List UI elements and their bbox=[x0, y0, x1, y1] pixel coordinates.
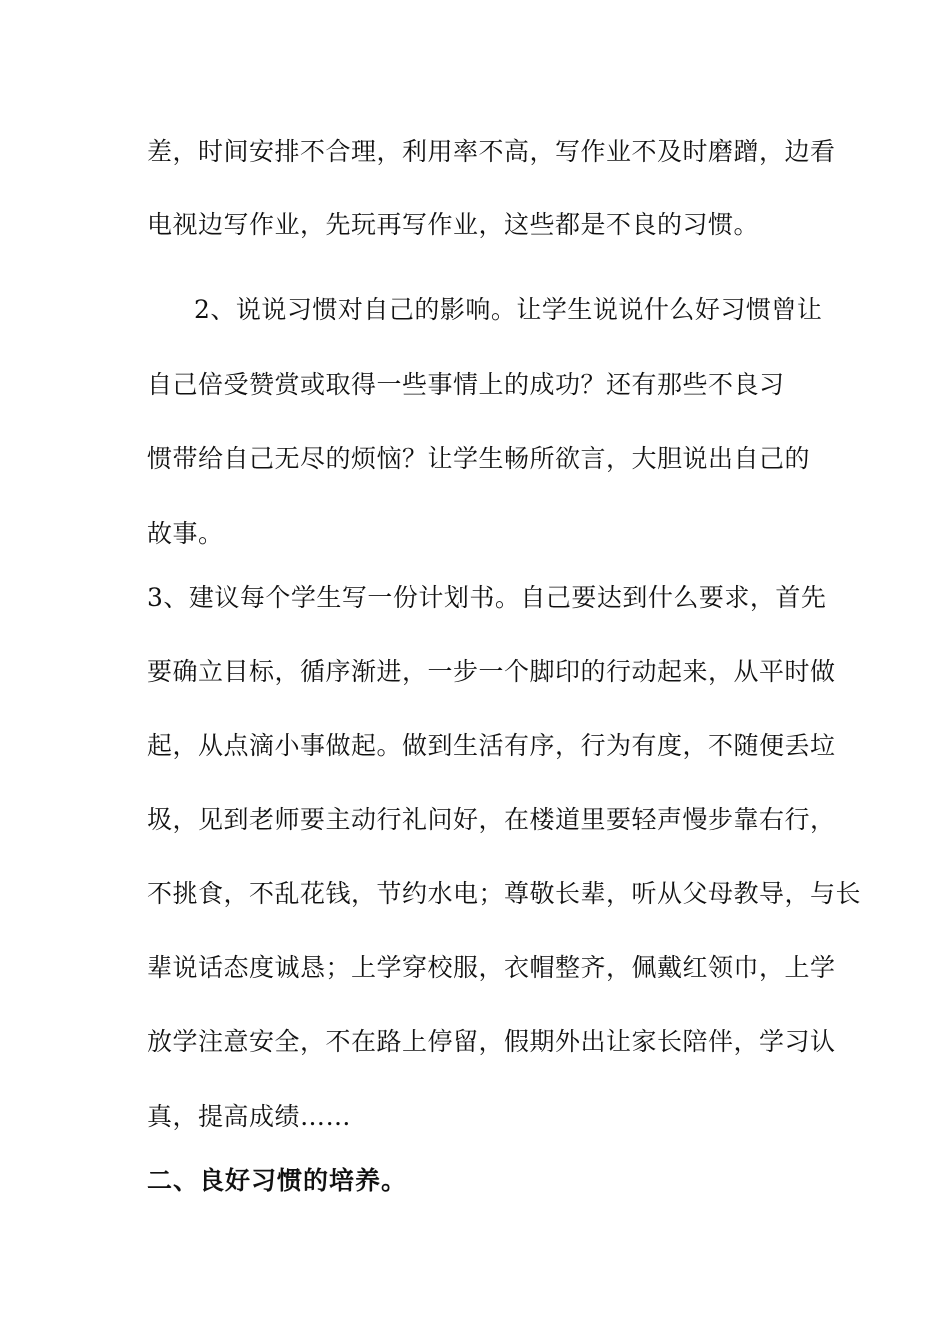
paragraph-line: 真，提高成绩…… bbox=[147, 1102, 352, 1131]
section-heading: 二、良好习惯的培养。 bbox=[147, 1166, 408, 1195]
paragraph-line: 2、说说习惯对自己的影响。让学生说说什么好习惯曾让 bbox=[194, 295, 823, 324]
paragraph-line: 圾，见到老师要主动行礼问好，在楼道里要轻声慢步靠右行， bbox=[147, 805, 836, 834]
paragraph-line: 辈说话态度诚恳；上学穿校服，衣帽整齐，佩戴红领巾，上学 bbox=[147, 953, 836, 982]
paragraph-line: 不挑食，不乱花钱，节约水电；尊敬长辈，听从父母教导，与长 bbox=[147, 879, 862, 908]
paragraph-line: 差，时间安排不合理，利用率不高，写作业不及时磨蹭，边看 bbox=[147, 137, 836, 166]
paragraph-line: 故事。 bbox=[147, 519, 224, 548]
paragraph-line: 要确立目标，循序渐进，一步一个脚印的行动起来，从平时做 bbox=[147, 657, 836, 686]
paragraph-line: 放学注意安全，不在路上停留，假期外出让家长陪伴，学习认 bbox=[147, 1027, 836, 1056]
paragraph-line: 起，从点滴小事做起。做到生活有序，行为有度，不随便丢垃 bbox=[147, 731, 836, 760]
paragraph-line: 惯带给自己无尽的烦恼？让学生畅所欲言，大胆说出自己的 bbox=[147, 444, 811, 473]
paragraph-line: 3、建议每个学生写一份计划书。自己要达到什么要求，首先 bbox=[147, 583, 827, 612]
paragraph-line: 自己倍受赞赏或取得一些事情上的成功？还有那些不良习 bbox=[147, 370, 785, 399]
paragraph-line: 电视边写作业，先玩再写作业，这些都是不良的习惯。 bbox=[147, 210, 760, 239]
